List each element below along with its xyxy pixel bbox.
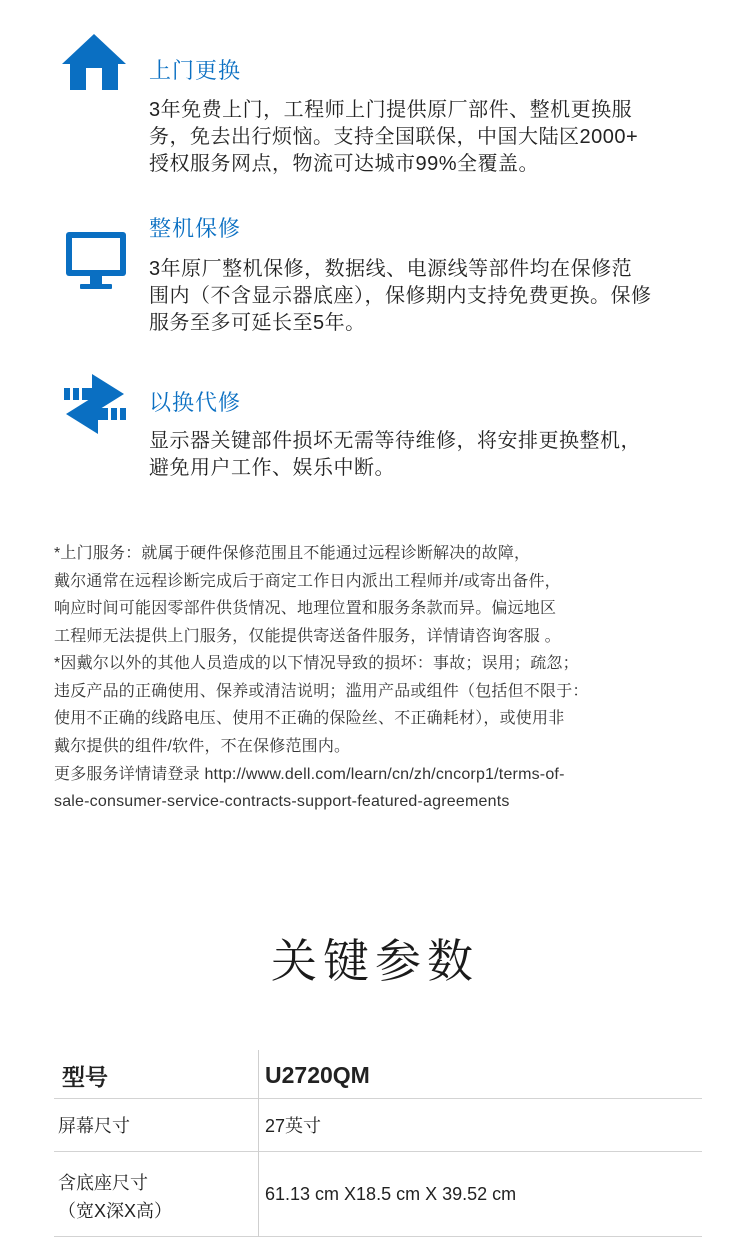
section-title: 关键参数 <box>271 934 479 988</box>
note-line: *上门服务：就属于硬件保修范围且不能通过远程诊断解决的故障， <box>54 545 531 562</box>
spec-row <box>54 1152 702 1237</box>
desc-line: 服务至多可延长至5年。 <box>149 312 366 334</box>
desc-line: 授权服务网点，物流可达城市99%全覆盖。 <box>149 153 540 175</box>
note-line: 违反产品的正确使用、保养或清洁说明；滥用产品或组件（包括但不限于： <box>54 682 589 700</box>
service-description <box>149 97 709 178</box>
spec-header-row <box>54 1050 702 1099</box>
spec-value: U2720QM <box>259 1050 703 1099</box>
note-line: 使用不正确的线路电压、使用不正确的保险丝、不正确耗材），或使用非 <box>54 710 565 727</box>
spec-label: 型号 <box>62 1063 108 1090</box>
note-line: *因戴尔以外的其他人员造成的以下情况导致的损坏：事故；误用；疏忽； <box>54 655 579 672</box>
desc-line: 围内（不含显示器底座），保修期内支持免费更换。保修 <box>149 285 652 307</box>
desc-line: 显示器关键部件损坏无需等待维修，将安排更换整机， <box>149 430 641 452</box>
spec-value: 61.13 cm X18.5 cm X 39.52 cm <box>259 1152 703 1237</box>
home-icon <box>58 30 130 92</box>
note-line: 工程师无法提供上门服务，仅能提供寄送备件服务，详情请咨询客服 。 <box>54 627 561 645</box>
service-description <box>149 428 709 482</box>
more-info-link[interactable]: 更多服务详情请登录 http://www.dell.com/learn/cn/zh/cncorp1/terms-of- <box>54 766 565 783</box>
desc-line: 避免用户工作、娱乐中断。 <box>149 457 395 479</box>
service-title: 以换代修 <box>149 390 242 415</box>
note-line: 戴尔提供的组件/软件，不在保修范围内。 <box>54 737 351 755</box>
spec-label: 屏幕尺寸 <box>58 1116 130 1136</box>
service-description <box>149 256 709 337</box>
service-title: 上门更换 <box>149 58 242 83</box>
more-info-link[interactable]: sale-consumer-service-contracts-support-featured-agreements <box>54 793 510 810</box>
spec-row <box>54 1099 702 1152</box>
spec-label-line: 含底座尺寸 <box>58 1173 148 1193</box>
monitor-icon <box>64 230 128 292</box>
service-notes <box>54 540 704 814</box>
note-line: 响应时间可能因零部件供货情况、地理位置和服务条款而异。偏远地区 <box>54 600 557 617</box>
spec-value: 27英寸 <box>259 1099 703 1152</box>
desc-line: 3年免费上门，工程师上门提供原厂部件、整机更换服 <box>149 99 633 121</box>
spec-label <box>54 1152 259 1237</box>
spec-table <box>54 1050 702 1237</box>
desc-line: 务，免去出行烦恼。支持全国联保，中国大陆区2000+ <box>149 126 639 148</box>
service-title: 整机保修 <box>149 216 242 241</box>
desc-line: 3年原厂整机保修，数据线、电源线等部件均在保修范 <box>149 258 633 280</box>
spec-label-line: （宽X深X高） <box>58 1201 173 1221</box>
exchange-arrows-icon <box>62 372 128 436</box>
note-line: 戴尔通常在远程诊断完成后于商定工作日内派出工程师并/或寄出备件， <box>54 572 561 590</box>
